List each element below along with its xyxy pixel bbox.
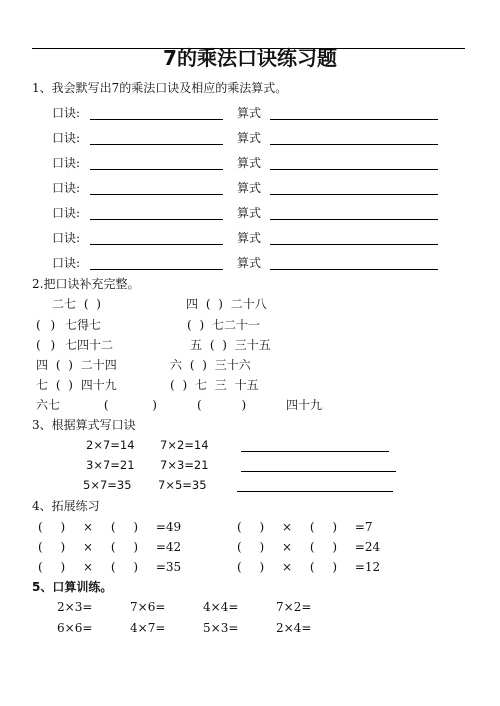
expand-item: ( ) × ( ) =49 [38,520,182,534]
koujue-label: 口诀: [52,206,81,220]
expand-item: ( ) × ( ) =7 [237,520,373,534]
koujue-answer-line[interactable] [241,451,389,452]
fill-item: ( ) 四十九 [197,398,322,412]
koujue-answer-line[interactable] [237,491,393,492]
fill-item: 六 ( ) 三十六 [170,358,251,372]
koujue-label: 口诀: [52,181,81,195]
koujue-answer-line[interactable] [90,144,223,145]
fill-item: 四 ( ) 二十四 [36,358,117,372]
koujue-label: 口诀: [52,131,81,145]
mental-math-item: 7×6= [130,600,166,614]
koujue-answer-line[interactable] [90,269,223,270]
section4-heading: 4、拓展练习 [32,499,100,513]
suanshi-label: 算式 [237,206,262,220]
mental-math-item: 4×7= [130,621,166,635]
suanshi-label: 算式 [237,156,262,170]
equation: 5×7=35 [83,478,132,492]
fill-item: ( ) 七二十一 [187,318,260,332]
suanshi-label: 算式 [237,256,262,270]
koujue-label: 口诀: [52,156,81,170]
mental-math-item: 5×3= [203,621,239,635]
suanshi-label: 算式 [237,106,262,120]
suanshi-answer-line[interactable] [270,144,438,145]
expand-item: ( ) × ( ) =12 [237,560,381,574]
fill-item: 四 ( ) 二十八 [186,297,267,311]
section2-heading: 2.把口诀补充完整。 [32,277,140,291]
koujue-answer-line[interactable] [90,169,223,170]
fill-item: ( ) 七 三 十五 [170,378,259,392]
equation: 7×2=14 [160,438,209,452]
expand-item: ( ) × ( ) =42 [38,540,182,554]
koujue-answer-line[interactable] [90,119,223,120]
mental-math-item: 6×6= [57,621,93,635]
fill-item: 二七 ( ) [52,297,101,311]
koujue-label: 口诀: [52,256,81,270]
fill-item: 五 ( ) 三十五 [190,338,271,352]
equation: 7×5=35 [158,478,207,492]
equation: 3×7=21 [86,458,135,472]
expand-item: ( ) × ( ) =24 [237,540,381,554]
suanshi-answer-line[interactable] [270,169,438,170]
fill-item: 七 ( ) 四十九 [36,378,117,392]
koujue-label: 口诀: [52,106,81,120]
suanshi-answer-line[interactable] [270,119,438,120]
section5-heading: 5、口算训练。 [32,580,113,594]
koujue-answer-line[interactable] [241,471,396,472]
expand-item: ( ) × ( ) =35 [38,560,182,574]
mental-math-item: 4×4= [203,600,239,614]
page-title: 7的乘法口诀练习题 [163,46,337,70]
equation: 2×7=14 [86,438,135,452]
fill-item: 六七 ( ) [36,398,157,412]
suanshi-answer-line[interactable] [270,219,438,220]
mental-math-item: 2×4= [276,621,312,635]
suanshi-answer-line[interactable] [270,194,438,195]
koujue-answer-line[interactable] [90,244,223,245]
koujue-label: 口诀: [52,231,81,245]
section3-heading: 3、根据算式写口诀 [32,418,136,432]
koujue-answer-line[interactable] [90,194,223,195]
suanshi-label: 算式 [237,131,262,145]
fill-item: ( ) 七四十二 [36,338,113,352]
suanshi-answer-line[interactable] [270,244,438,245]
suanshi-answer-line[interactable] [270,269,438,270]
fill-item: ( ) 七得七 [36,318,101,332]
section1-heading: 1、我会默写出7的乘法口诀及相应的乘法算式。 [32,81,288,95]
mental-math-item: 7×2= [276,600,312,614]
koujue-answer-line[interactable] [90,219,223,220]
mental-math-item: 2×3= [57,600,93,614]
suanshi-label: 算式 [237,231,262,245]
equation: 7×3=21 [160,458,209,472]
suanshi-label: 算式 [237,181,262,195]
